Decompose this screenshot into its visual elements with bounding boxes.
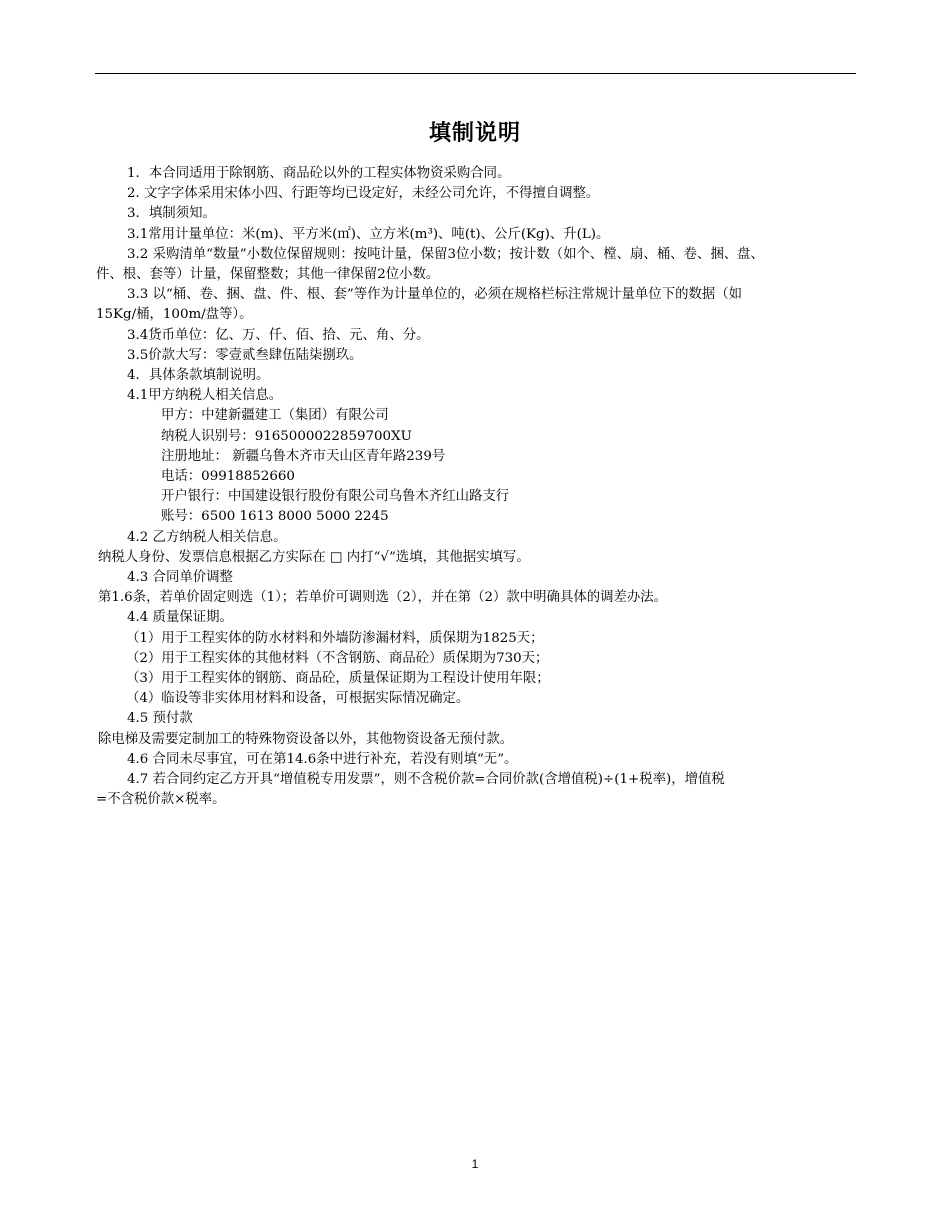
text-line: 3.5价款大写：零壹贰叁肆伍陆柒捌玖。 <box>127 347 363 363</box>
text-line: 电话：09918852660 <box>161 469 295 485</box>
text-line: 3.2 采购清单“数量”小数位保留规则：按吨计量，保留3位小数；按计数（如个、樘、扇、桶、卷、捆、盘、 <box>127 246 764 262</box>
text-line: 3.3 以“桶、卷、捆、盘、件、根、套”等作为计量单位的，必须在规格栏标注常规计量单位下的数据（如 <box>127 287 743 303</box>
text-line: 4.2 乙方纳税人相关信息。 <box>127 529 287 545</box>
text-line: 注册地址： 新疆乌鲁木齐市天山区青年路239号 <box>161 448 446 464</box>
text-line: 除电梯及需要定制加工的特殊物资设备以外，其他物资设备无预付款。 <box>98 731 514 747</box>
text-line: 15Kg/桶，100m/盘等）。 <box>96 307 253 323</box>
text-line: 3．填制须知。 <box>127 206 216 222</box>
text-line: 纳税人身份、发票信息根据乙方实际在 □ 内打“√”选填，其他据实填写。 <box>98 549 530 565</box>
text-line: （2）用于工程实体的其他材料（不含钢筋、商品砼）质保期为730天； <box>126 650 549 666</box>
text-line: 3.1常用计量单位：米(m)、平方米(㎡)、立方米(m³)、吨(t)、公斤(Kg)、升(L)。 <box>127 226 610 242</box>
text-line: 开户银行：中国建设银行股份有限公司乌鲁木齐红山路支行 <box>161 489 510 505</box>
text-line: 3.4货币单位：亿、万、仟、佰、拾、元、角、分。 <box>127 327 430 343</box>
instructions-body <box>96 164 858 811</box>
text-line: 4.3 合同单价调整 <box>127 570 233 586</box>
text-line: =不含税价款×税率。 <box>96 792 226 808</box>
text-line: 纳税人识别号：9165000022859700XU <box>161 428 412 444</box>
text-line: 2. 文字字体采用宋体小四、行距等均已设定好，未经公司允许，不得擅自调整。 <box>127 186 600 202</box>
text-line: 4.7 若合同约定乙方开具“增值税专用发票”，则不含税价款=合同价款(含增值税)÷(1+税率)，增值税 <box>127 772 725 788</box>
text-line: 4．具体条款填制说明。 <box>127 368 270 384</box>
text-line: 件、根、套等）计量，保留整数；其他一律保留2位小数。 <box>96 267 440 283</box>
text-line: 4.4 质量保证期。 <box>127 610 233 626</box>
document-title: 填制说明 <box>428 121 521 146</box>
text-line: （3）用于工程实体的钢筋、商品砼，质量保证期为工程设计使用年限； <box>126 671 550 687</box>
page-number: 1 <box>471 1157 479 1171</box>
text-line: 账号：6500 1613 8000 5000 2245 <box>161 509 389 525</box>
text-line: 1．本合同适用于除钢筋、商品砼以外的工程实体物资采购合同。 <box>127 166 511 181</box>
text-line: （1）用于工程实体的防水材料和外墙防渗漏材料，质保期为1825天； <box>126 630 544 646</box>
text-line: 甲方：中建新疆建工（集团）有限公司 <box>161 408 389 424</box>
text-line: 4.5 预付款 <box>127 711 193 727</box>
text-line: 4.6 合同未尽事宜，可在第14.6条中进行补充，若没有则填“无”。 <box>127 751 518 767</box>
header-rule <box>95 73 856 74</box>
text-line: 4.1甲方纳税人相关信息。 <box>127 388 283 404</box>
text-line: 第1.6条，若单价固定则选（1）；若单价可调则选（2），并在第（2）款中明确具体的调差办法。 <box>98 590 668 606</box>
text-line: （4）临设等非实体用材料和设备，可根据实际情况确定。 <box>126 691 470 707</box>
